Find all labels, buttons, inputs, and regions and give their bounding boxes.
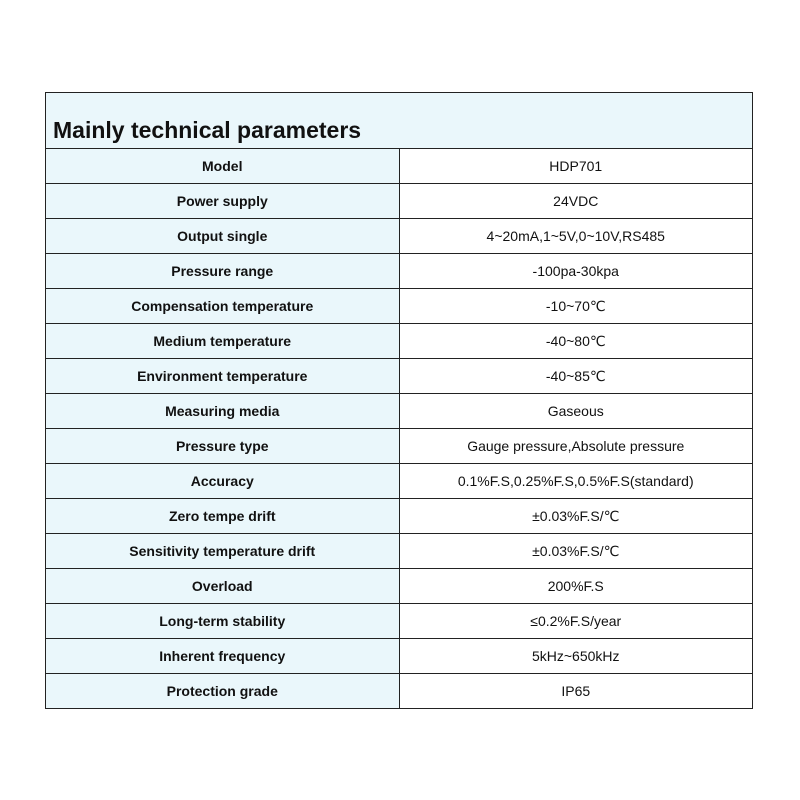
title-row <box>46 93 753 149</box>
table-body <box>46 93 753 709</box>
parameter-label: Zero tempe drift <box>46 499 400 534</box>
parameter-value: HDP701 <box>399 149 753 184</box>
table-row <box>46 359 753 394</box>
parameter-label: Pressure type <box>46 429 400 464</box>
table-title: Mainly technical parameters <box>46 93 753 149</box>
parameter-label: Medium temperature <box>46 324 400 359</box>
parameter-label: Accuracy <box>46 464 400 499</box>
parameter-label: Inherent frequency <box>46 639 400 674</box>
parameter-value: 24VDC <box>399 184 753 219</box>
parameter-value: ±0.03%F.S/℃ <box>399 499 753 534</box>
parameter-value: Gaseous <box>399 394 753 429</box>
parameter-label: Long-term stability <box>46 604 400 639</box>
table-row <box>46 604 753 639</box>
table-row <box>46 219 753 254</box>
parameter-value: Gauge pressure,Absolute pressure <box>399 429 753 464</box>
table-row <box>46 394 753 429</box>
parameter-value: 0.1%F.S,0.25%F.S,0.5%F.S(standard) <box>399 464 753 499</box>
parameter-label: Output single <box>46 219 400 254</box>
parameter-label: Overload <box>46 569 400 604</box>
table-row <box>46 499 753 534</box>
table-row <box>46 429 753 464</box>
parameter-label: Power supply <box>46 184 400 219</box>
table-row <box>46 534 753 569</box>
parameter-label: Pressure range <box>46 254 400 289</box>
table-row <box>46 324 753 359</box>
table-row <box>46 149 753 184</box>
table-row <box>46 464 753 499</box>
parameter-value: -40~85℃ <box>399 359 753 394</box>
table-row <box>46 674 753 709</box>
parameter-value: 4~20mA,1~5V,0~10V,RS485 <box>399 219 753 254</box>
parameter-value: -100pa-30kpa <box>399 254 753 289</box>
parameter-value: ±0.03%F.S/℃ <box>399 534 753 569</box>
table-row <box>46 639 753 674</box>
parameter-value: -40~80℃ <box>399 324 753 359</box>
parameter-value: 200%F.S <box>399 569 753 604</box>
parameter-value: IP65 <box>399 674 753 709</box>
table-row <box>46 289 753 324</box>
technical-parameters-table <box>45 92 753 709</box>
parameter-label: Sensitivity temperature drift <box>46 534 400 569</box>
table-row <box>46 254 753 289</box>
table-row <box>46 184 753 219</box>
table-row <box>46 569 753 604</box>
parameter-value: -10~70℃ <box>399 289 753 324</box>
parameter-label: Environment temperature <box>46 359 400 394</box>
parameter-label: Model <box>46 149 400 184</box>
parameter-label: Protection grade <box>46 674 400 709</box>
parameter-label: Measuring media <box>46 394 400 429</box>
parameter-label: Compensation temperature <box>46 289 400 324</box>
parameter-value: ≤0.2%F.S/year <box>399 604 753 639</box>
parameter-value: 5kHz~650kHz <box>399 639 753 674</box>
